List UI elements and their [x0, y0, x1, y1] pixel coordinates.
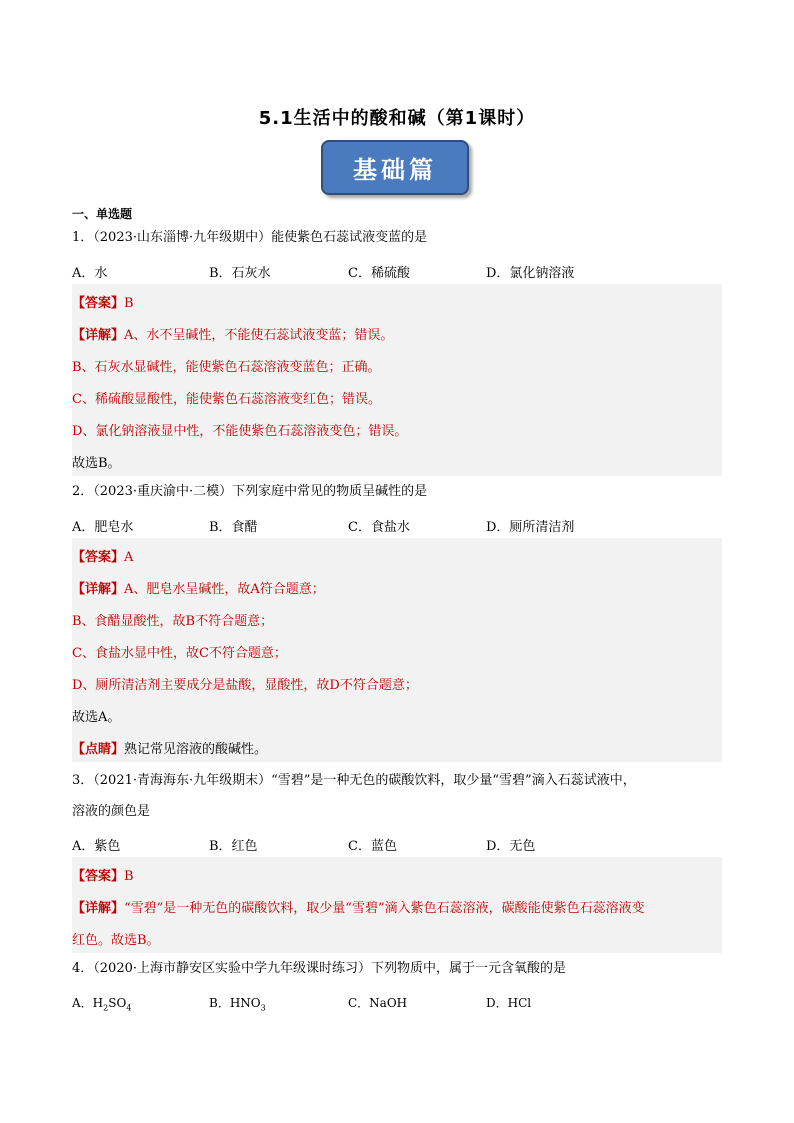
detail-line: 【详解】“雪碧”是一种无色的碳酸饮料，取少量“雪碧”滴入紫色石蕊溶液，碳酸能使紫色石蕊溶液变: [72, 901, 645, 916]
detail-line: 【详解】A、水不呈碱性，不能使石蕊试液变蓝；错误。: [72, 328, 394, 343]
question-1-stem: 1．（2023·山东淄博·九年级期中）能使紫色石蕊试液变蓝的是: [72, 230, 428, 245]
detail-line: C、稀硫酸显酸性，能使紫色石蕊溶液变红色；错误。: [72, 392, 381, 407]
option-d: D．厕所清洁剂: [486, 520, 575, 535]
answer-line: 【答案】A: [72, 550, 134, 565]
level-badge: 基础篇: [321, 140, 469, 195]
option-d: D．无色: [486, 839, 536, 854]
option-c: C．NaOH: [348, 996, 408, 1010]
option-a: A．水: [72, 266, 108, 281]
option-a: A．紫色: [72, 839, 121, 854]
option-b: B．食醋: [209, 520, 258, 535]
option-d: D．氯化钠溶液: [486, 266, 575, 281]
detail-line: D、厕所清洁剂主要成分是盐酸，显酸性，故D不符合题意；: [72, 678, 418, 693]
detail-line: D、氯化钠溶液显中性，不能使紫色石蕊溶液变色；错误。: [72, 424, 408, 439]
section-heading: 一、单选题: [72, 207, 133, 221]
question-2-answer-block: [72, 538, 722, 762]
conclusion-line: 故选B。: [72, 456, 121, 471]
conclusion-line: 故选A。: [72, 710, 121, 725]
option-b: B．石灰水: [209, 266, 271, 281]
answer-line: 【答案】B: [72, 296, 134, 311]
option-b: B．$HNO_3$: [209, 996, 266, 1013]
answer-line: 【答案】B: [72, 869, 134, 884]
question-3-answer-block: [72, 857, 722, 953]
detail-line: C、食盐水显中性，故C不符合题意；: [72, 646, 287, 661]
page-title: 5.1生活中的酸和碱（第1课时）: [258, 108, 536, 129]
option-c: C．蓝色: [348, 839, 397, 854]
option-b: B．红色: [209, 839, 258, 854]
question-1-answer-block: [72, 284, 722, 476]
option-d: D．HCl: [486, 996, 532, 1010]
detail-line: B、食醋显酸性，故B不符合题意；: [72, 614, 274, 629]
option-c: C．食盐水: [348, 520, 410, 535]
question-3-stem-line-2: 溶液的颜色是: [72, 804, 151, 819]
option-a: A．$H_2SO_4$: [72, 996, 132, 1013]
detail-line: 红色。故选B。: [72, 933, 160, 948]
point-line: 【点睛】熟记常见溶液的酸碱性。: [72, 742, 268, 757]
detail-line: 【详解】A、肥皂水呈碱性，故A符合题意；: [72, 582, 325, 597]
option-a: A．肥皂水: [72, 520, 134, 535]
option-c: C．稀硫酸: [348, 266, 410, 281]
question-4-stem: 4．（2020·上海市静安区实验中学九年级课时练习）下列物质中，属于一元含氧酸的是: [72, 961, 566, 976]
question-3-stem-line-1: 3．（2021·青海海东·九年级期末）“雪碧”是一种无色的碳酸饮料，取少量“雪碧”滴入石蕊试液中，: [72, 773, 636, 788]
question-2-stem: 2．（2023·重庆渝中·二模）下列家庭中常见的物质呈碱性的是: [72, 484, 428, 499]
detail-line: B、石灰水显碱性，能使紫色石蕊溶液变蓝色；正确。: [72, 360, 381, 375]
